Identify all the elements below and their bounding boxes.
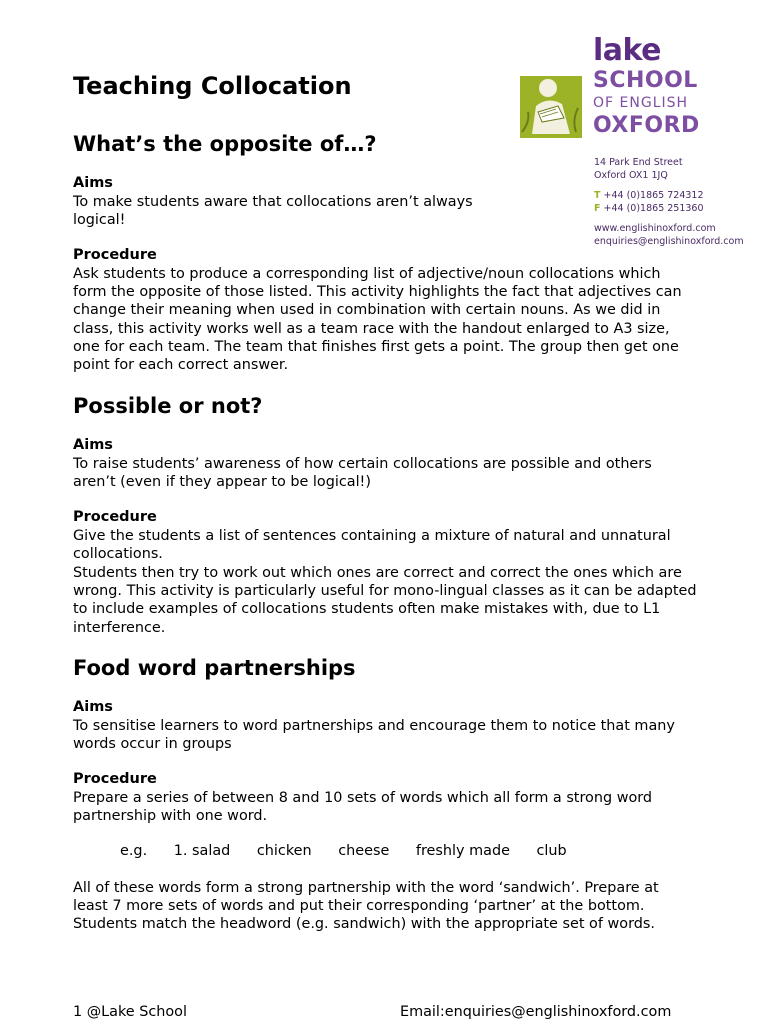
example-word: freshly made bbox=[415, 843, 510, 859]
procedure-label: Procedure bbox=[73, 771, 157, 787]
section-title: Possible or not? bbox=[73, 394, 263, 418]
example-word-set bbox=[120, 843, 589, 859]
email-link[interactable]: enquiries@englishinoxford.com bbox=[594, 236, 744, 247]
section-title: Food word partnerships bbox=[73, 656, 356, 680]
example-prefix: e.g. bbox=[120, 843, 148, 859]
reading-figure-logo-image bbox=[518, 72, 584, 140]
procedure-text: Give the students a list of sentences containing a mixture of natural and unnatural collocations. bbox=[73, 528, 671, 563]
aims-text: To make students aware that collocations aren’t always logical! bbox=[73, 194, 473, 229]
example-word: chicken bbox=[256, 843, 312, 859]
procedure-label: Procedure bbox=[73, 247, 157, 263]
telephone-line bbox=[594, 190, 704, 201]
address-line-2: Oxford OX1 1JQ bbox=[594, 170, 668, 181]
aims-label: Aims bbox=[73, 175, 113, 191]
procedure-label: Procedure bbox=[73, 509, 157, 525]
address-line-1: 14 Park End Street bbox=[594, 157, 683, 168]
footer-page-label: 1 @Lake School bbox=[73, 1004, 187, 1020]
fax-number: +44 (0)1865 251360 bbox=[603, 203, 704, 214]
logo-text-of-english: OF ENGLISH bbox=[593, 95, 689, 111]
logo-text-oxford: OXFORD bbox=[593, 113, 700, 138]
footer-email: Email:enquiries@englishinoxford.com bbox=[400, 1004, 672, 1020]
procedure-text-continued: Students then try to work out which ones are correct and correct the ones which are wrong. This activity is particularly useful for mono-lingual classes as it can be adapted to include examples of collocations students often make mistakes with, due to L1 interference. bbox=[73, 565, 697, 636]
procedure-text: Ask students to produce a corresponding list of adjective/noun collocations which form the opposite of those listed. This activity highlights the fact that adjectives can change their meaning when used in combination with certain nouns. As we did in class, this activity works well as a team race with the handout enlarged to A3 size, one for each team. The team that finishes first gets a point. The group then get one point for each correct answer. bbox=[73, 266, 682, 374]
explanation-text: All of these words form a strong partnership with the word ‘sandwich’. Prepare at least 7 more sets of words and put their corresponding ‘partner’ at the bottom. Students match the headword (e.g. sandwich) with the appropriate set of words. bbox=[73, 880, 659, 933]
logo-text-school: SCHOOL bbox=[593, 68, 698, 93]
example-word: cheese bbox=[338, 843, 390, 859]
section-title: What’s the opposite of…? bbox=[73, 132, 377, 156]
fax-line bbox=[594, 203, 704, 214]
aims-label: Aims bbox=[73, 437, 113, 453]
aims-text: To sensitise learners to word partnerships and encourage them to notice that many words occur in groups bbox=[73, 718, 675, 753]
logo-text-lake: lake bbox=[593, 33, 662, 68]
aims-label: Aims bbox=[73, 699, 113, 715]
example-word: club bbox=[536, 843, 567, 859]
telephone-number: +44 (0)1865 724312 bbox=[603, 190, 704, 201]
procedure-text: Prepare a series of between 8 and 10 sets of words which all form a strong word partnership with one word. bbox=[73, 790, 653, 825]
website-link[interactable]: www.englishinoxford.com bbox=[594, 223, 716, 234]
aims-text: To raise students’ awareness of how certain collocations are possible and others aren’t (even if they appear to be logical!) bbox=[73, 456, 652, 491]
page-title: Teaching Collocation bbox=[73, 72, 352, 100]
tel-letter: T bbox=[594, 190, 601, 201]
example-word: 1. salad bbox=[173, 843, 231, 859]
fax-letter: F bbox=[594, 203, 601, 214]
